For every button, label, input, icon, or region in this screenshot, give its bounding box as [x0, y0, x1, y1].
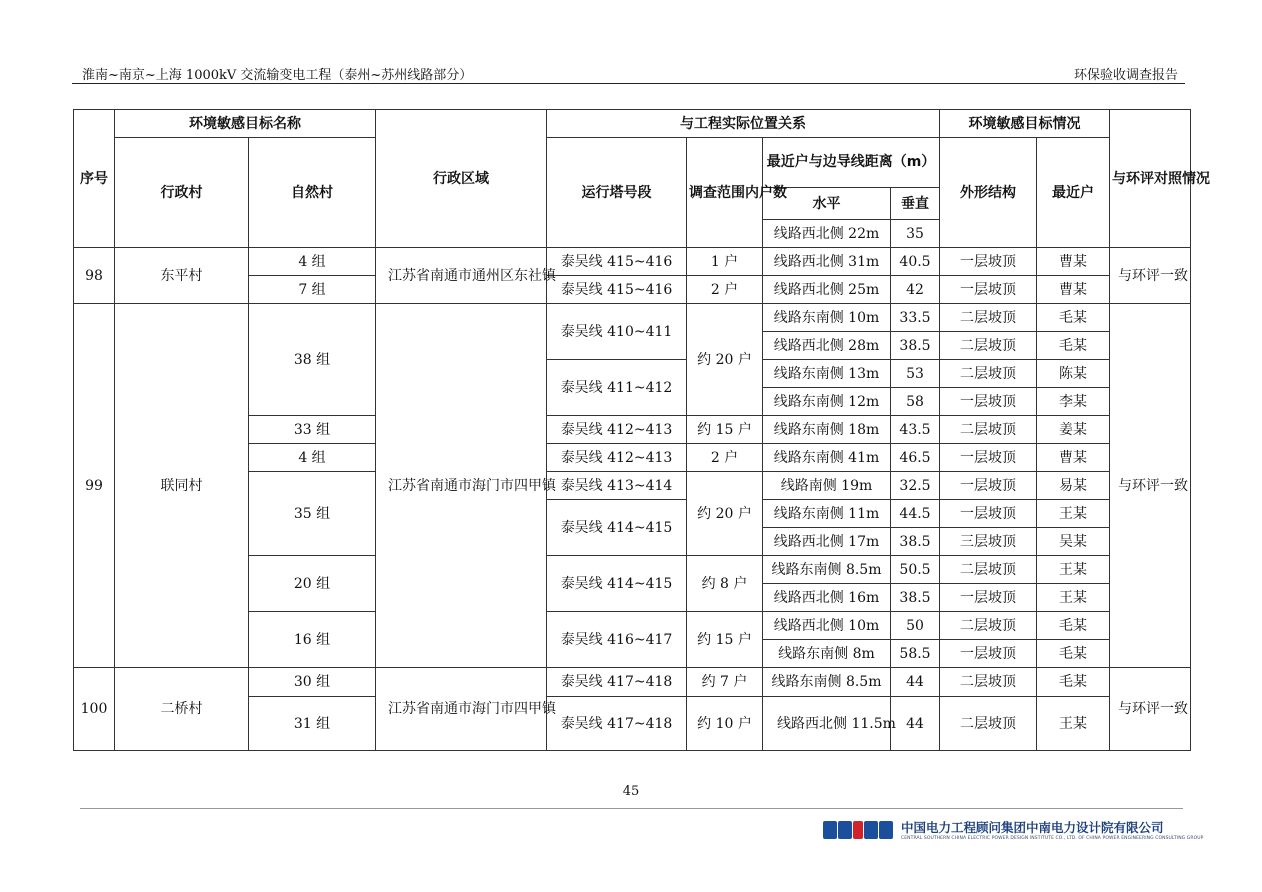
cell-admin-region: 江苏省南通市通州区东社镇: [376, 248, 547, 304]
cell-natural-village: 33 组: [249, 416, 376, 444]
cell-vertical: 38.5: [891, 528, 940, 556]
sensitive-targets-table: [73, 109, 1210, 751]
cell-tower: 泰吴线 412~413: [547, 416, 687, 444]
cell-nearest: 王某: [1037, 584, 1110, 612]
cell-tower: 泰吴线 414~415: [547, 500, 687, 556]
col-header-seq: 序号: [74, 110, 115, 248]
cell-admin-region: 江苏省南通市海门市四甲镇: [376, 304, 547, 668]
cell-admin-village: 二桥村: [115, 668, 249, 751]
cell-natural-village: 7 组: [249, 276, 376, 304]
cell-vertical: 42: [891, 276, 940, 304]
cell-tower: 泰吴线 410~411: [547, 304, 687, 360]
cell-structure: 二层坡顶: [940, 697, 1037, 751]
cell-horizontal: 线路西北侧 11.5m: [763, 697, 891, 751]
cell-tower: 泰吴线 416~417: [547, 612, 687, 668]
cell-tower: 泰吴线 415~416: [547, 276, 687, 304]
cell-natural-village: 30 组: [249, 668, 376, 697]
col-header-natural-village: 自然村: [249, 138, 376, 248]
org-name-cn: 中国电力工程顾问集团中南电力设计院有限公司: [901, 820, 1164, 835]
cell-structure: 一层坡顶: [940, 584, 1037, 612]
cell-vertical: 50: [891, 612, 940, 640]
cell-admin-village: 东平村: [115, 248, 249, 304]
cell-nearest: 毛某: [1037, 612, 1110, 640]
cell-vertical: 43.5: [891, 416, 940, 444]
cell-horizontal: 线路东南侧 11m: [763, 500, 891, 528]
cell-vertical: 40.5: [891, 248, 940, 276]
cell-nearest: 王某: [1037, 697, 1110, 751]
col-header-tower-section: 运行塔号段: [547, 138, 687, 248]
cell-horizontal: 线路西北侧 17m: [763, 528, 891, 556]
cell-admin-region: 江苏省南通市海门市四甲镇: [376, 668, 547, 751]
cell-tower: 泰吴线 417~418: [547, 668, 687, 697]
cell-horizontal: 线路西北侧 28m: [763, 332, 891, 360]
cell-horizontal: 线路西北侧 10m: [763, 612, 891, 640]
col-header-eia-compare: 与环评对照情况: [1110, 110, 1191, 248]
cell-vertical: 32.5: [891, 472, 940, 500]
cell-structure: 一层坡顶: [940, 388, 1037, 416]
cell-natural-village: 20 组: [249, 556, 376, 612]
cell-nearest: 毛某: [1037, 304, 1110, 332]
cell-tower: 泰吴线 412~413: [547, 444, 687, 472]
cell-nearest: 王某: [1037, 556, 1110, 584]
cell-tower: 泰吴线 414~415: [547, 556, 687, 612]
cell-nearest: 姜某: [1037, 416, 1110, 444]
cell-structure: 二层坡顶: [940, 668, 1037, 697]
cell-structure: 二层坡顶: [940, 556, 1037, 584]
cell-horizontal: 线路南侧 19m: [763, 472, 891, 500]
cell-structure: 三层坡顶: [940, 528, 1037, 556]
footer-divider: [80, 808, 1183, 809]
cell-horizontal: 线路东南侧 41m: [763, 444, 891, 472]
cell-horizontal: 线路西北侧 25m: [763, 276, 891, 304]
page-number: 45: [622, 784, 640, 799]
cell-seq: 100: [74, 668, 115, 751]
cell-structure: 二层坡顶: [940, 612, 1037, 640]
cell-horizontal: 线路东南侧 8m: [763, 640, 891, 668]
cell-households: 约 8 户: [687, 556, 763, 612]
cell-nearest: 李某: [1037, 388, 1110, 416]
org-name-en: CENTRAL SOUTHERN CHINA ELECTRIC POWER DESIGN INSTITUTE CO., LTD. OF CHINA POWER ENGINEERING CONSULTING GROUP: [901, 836, 1204, 841]
col-header-position-relation: 与工程实际位置关系: [547, 110, 940, 138]
cell-vertical: 50.5: [891, 556, 940, 584]
cell-horizontal: 线路西北侧 22m: [763, 220, 891, 248]
cell-tower: 泰吴线 411~412: [547, 360, 687, 416]
cell-natural-village: 4 组: [249, 444, 376, 472]
cell-households: 约 7 户: [687, 668, 763, 697]
cell-horizontal: 线路东南侧 12m: [763, 388, 891, 416]
csepdi-logo-icon: [823, 821, 893, 839]
cell-horizontal: 线路东南侧 13m: [763, 360, 891, 388]
cell-natural-village: 31 组: [249, 697, 376, 751]
cell-structure: 二层坡顶: [940, 332, 1037, 360]
cell-vertical: 35: [891, 220, 940, 248]
cell-natural-village: 38 组: [249, 304, 376, 416]
cell-natural-village: 4 组: [249, 248, 376, 276]
cell-eia: 与环评一致: [1110, 668, 1191, 751]
cell-households: 约 10 户: [687, 697, 763, 751]
col-header-survey-households: 调查范围内户数: [687, 138, 763, 248]
cell-households: 约 20 户: [687, 304, 763, 416]
col-header-target-status: 环境敏感目标情况: [940, 110, 1110, 138]
cell-horizontal: 线路西北侧 16m: [763, 584, 891, 612]
cell-nearest: 易某: [1037, 472, 1110, 500]
cell-households: 约 15 户: [687, 416, 763, 444]
col-header-admin-region: 行政区域: [376, 110, 547, 248]
page-header-left: 淮南~南京~上海 1000kV 交流输变电工程（泰州~苏州线路部分）: [82, 68, 473, 83]
cell-structure: 一层坡顶: [940, 640, 1037, 668]
cell-nearest: 王某: [1037, 500, 1110, 528]
col-header-admin-village: 行政村: [115, 138, 249, 248]
cell-vertical: 38.5: [891, 332, 940, 360]
cell-structure: 一层坡顶: [940, 276, 1037, 304]
cell-seq: 99: [74, 304, 115, 668]
header-divider: [72, 83, 1185, 84]
cell-tower: 泰吴线 415~416: [547, 248, 687, 276]
cell-structure: 二层坡顶: [940, 360, 1037, 388]
cell-natural-village: 35 组: [249, 472, 376, 556]
cell-tower: 泰吴线 417~418: [547, 697, 687, 751]
table-row: [74, 668, 1191, 697]
cell-vertical: 44.5: [891, 500, 940, 528]
cell-vertical: 38.5: [891, 584, 940, 612]
col-header-structure: 外形结构: [940, 138, 1037, 248]
cell-nearest: 毛某: [1037, 640, 1110, 668]
cell-tower: 泰吴线 413~414: [547, 472, 687, 500]
cell-nearest: 吴某: [1037, 528, 1110, 556]
col-header-nearest-house: 最近户: [1037, 138, 1110, 248]
cell-structure: 一层坡顶: [940, 248, 1037, 276]
cell-structure: 一层坡顶: [940, 500, 1037, 528]
table-row: [74, 304, 1191, 332]
cell-households: 2 户: [687, 444, 763, 472]
cell-horizontal: 线路东南侧 8.5m: [763, 668, 891, 697]
cell-vertical: 58: [891, 388, 940, 416]
cell-households: 2 户: [687, 276, 763, 304]
cell-nearest: 毛某: [1037, 668, 1110, 697]
cell-nearest: 曹某: [1037, 248, 1110, 276]
cell-vertical: 33.5: [891, 304, 940, 332]
cell-horizontal: 线路东南侧 18m: [763, 416, 891, 444]
cell-vertical: 44: [891, 668, 940, 697]
cell-vertical: 58.5: [891, 640, 940, 668]
cell-vertical: 44: [891, 697, 940, 751]
cell-households: 1 户: [687, 248, 763, 276]
cell-nearest: 曹某: [1037, 444, 1110, 472]
cell-horizontal: 线路东南侧 8.5m: [763, 556, 891, 584]
cell-nearest: 毛某: [1037, 332, 1110, 360]
cell-eia: 与环评一致: [1110, 248, 1191, 304]
cell-vertical: 46.5: [891, 444, 940, 472]
cell-natural-village: 16 组: [249, 612, 376, 668]
cell-horizontal: 线路东南侧 10m: [763, 304, 891, 332]
cell-structure: 一层坡顶: [940, 472, 1037, 500]
cell-admin-village: 联同村: [115, 304, 249, 668]
col-header-vertical: 垂直: [891, 188, 940, 220]
cell-eia: 与环评一致: [1110, 304, 1191, 668]
cell-seq: 98: [74, 248, 115, 304]
col-header-target-name: 环境敏感目标名称: [115, 110, 376, 138]
cell-vertical: 53: [891, 360, 940, 388]
company-logo: [823, 818, 1203, 841]
cell-structure: 二层坡顶: [940, 416, 1037, 444]
cell-households: 约 20 户: [687, 472, 763, 556]
table-row: [74, 248, 1191, 276]
cell-horizontal: 线路西北侧 31m: [763, 248, 891, 276]
page-header-right: 环保验收调查报告: [1073, 68, 1178, 83]
col-header-nearest-distance: 最近户与边导线距离（m）: [763, 138, 940, 188]
cell-structure: 二层坡顶: [940, 304, 1037, 332]
cell-structure: 一层坡顶: [940, 444, 1037, 472]
cell-nearest: 曹某: [1037, 276, 1110, 304]
cell-households: 约 15 户: [687, 612, 763, 668]
cell-nearest: 陈某: [1037, 360, 1110, 388]
col-header-horizontal: 水平: [763, 188, 891, 220]
